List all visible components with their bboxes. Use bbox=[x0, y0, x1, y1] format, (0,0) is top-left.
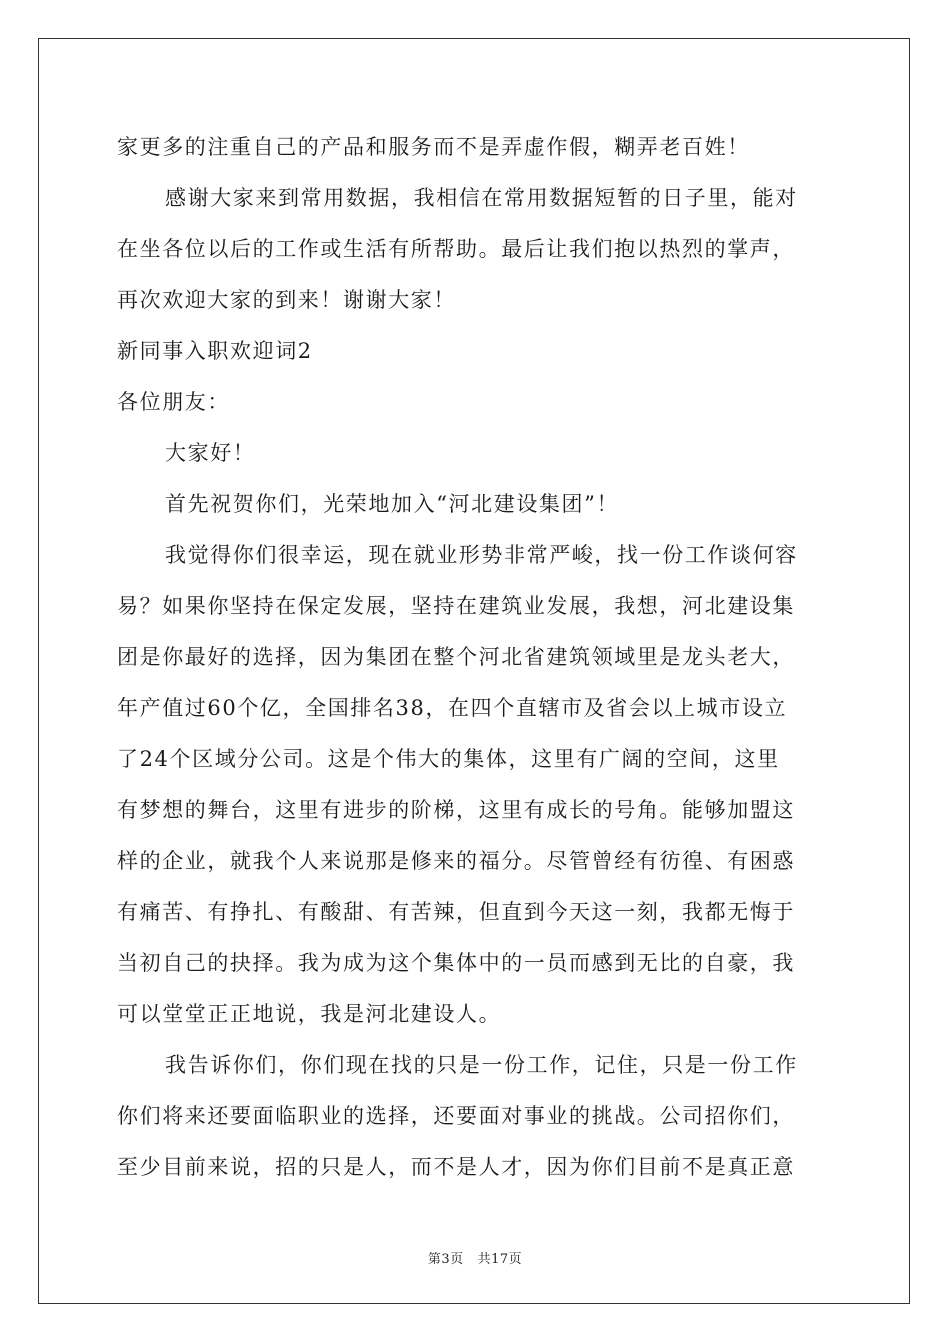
text-line: 感谢大家来到常用数据，我相信在常用数据短暂的日子里，能对 bbox=[165, 186, 798, 210]
document-body bbox=[117, 122, 833, 1193]
salutation: 各位朋友： bbox=[117, 390, 230, 414]
text-line: 团是你最好的选择，因为集团在整个河北省建筑领域里是龙头老大， bbox=[117, 645, 795, 669]
text-line: 可以堂堂正正地说，我是河北建设人。 bbox=[117, 1002, 502, 1026]
text-line: 有痛苦、有挣扎、有酸甜、有苦辣，但直到今天这一刻，我都无悔于 bbox=[117, 900, 795, 924]
text-line: 年产值过60个亿，全国排名38，在四个直辖市及省会以上城市设立 bbox=[117, 696, 788, 720]
text-line: 我觉得你们很幸运，现在就业形势非常严峻，找一份工作谈何容 bbox=[165, 543, 798, 567]
text-line: 在坐各位以后的工作或生活有所帮助。最后让我们抱以热烈的掌声， bbox=[117, 237, 795, 261]
text-line: 再次欢迎大家的到来！谢谢大家！ bbox=[117, 288, 456, 312]
text-line: 家更多的注重自己的产品和服务而不是弄虚作假，糊弄老百姓！ bbox=[117, 135, 750, 159]
page-total: 共17页 bbox=[477, 1252, 523, 1267]
text-line: 样的企业，就我个人来说那是修来的福分。尽管曾经有彷徨、有困惑 bbox=[117, 849, 795, 873]
page-footer bbox=[0, 1248, 950, 1267]
text-line: 首先祝贺你们，光荣地加入“河北建设集团”！ bbox=[165, 492, 620, 516]
text-line: 你们将来还要面临职业的选择，还要面对事业的挑战。公司招你们， bbox=[117, 1104, 795, 1128]
text-line: 有梦想的舞台，这里有进步的阶梯，这里有成长的号角。能够加盟这 bbox=[117, 798, 795, 822]
text-line: 易？如果你坚持在保定发展，坚持在建筑业发展，我想，河北建设集 bbox=[117, 594, 795, 618]
text-line: 至少目前来说，招的只是人，而不是人才，因为你们目前不是真正意 bbox=[117, 1155, 795, 1179]
text-line: 当初自己的抉择。我为成为这个集体中的一员而感到无比的自豪，我 bbox=[117, 951, 795, 975]
text-line: 大家好！ bbox=[165, 441, 256, 465]
page-number: 第3页 bbox=[427, 1252, 464, 1267]
section-heading: 新同事入职欢迎词2 bbox=[117, 339, 313, 363]
text-line: 了24个区域分公司。这是个伟大的集体，这里有广阔的空间，这里 bbox=[117, 747, 780, 771]
text-line: 我告诉你们，你们现在找的只是一份工作，记住，只是一份工作 bbox=[165, 1053, 798, 1077]
